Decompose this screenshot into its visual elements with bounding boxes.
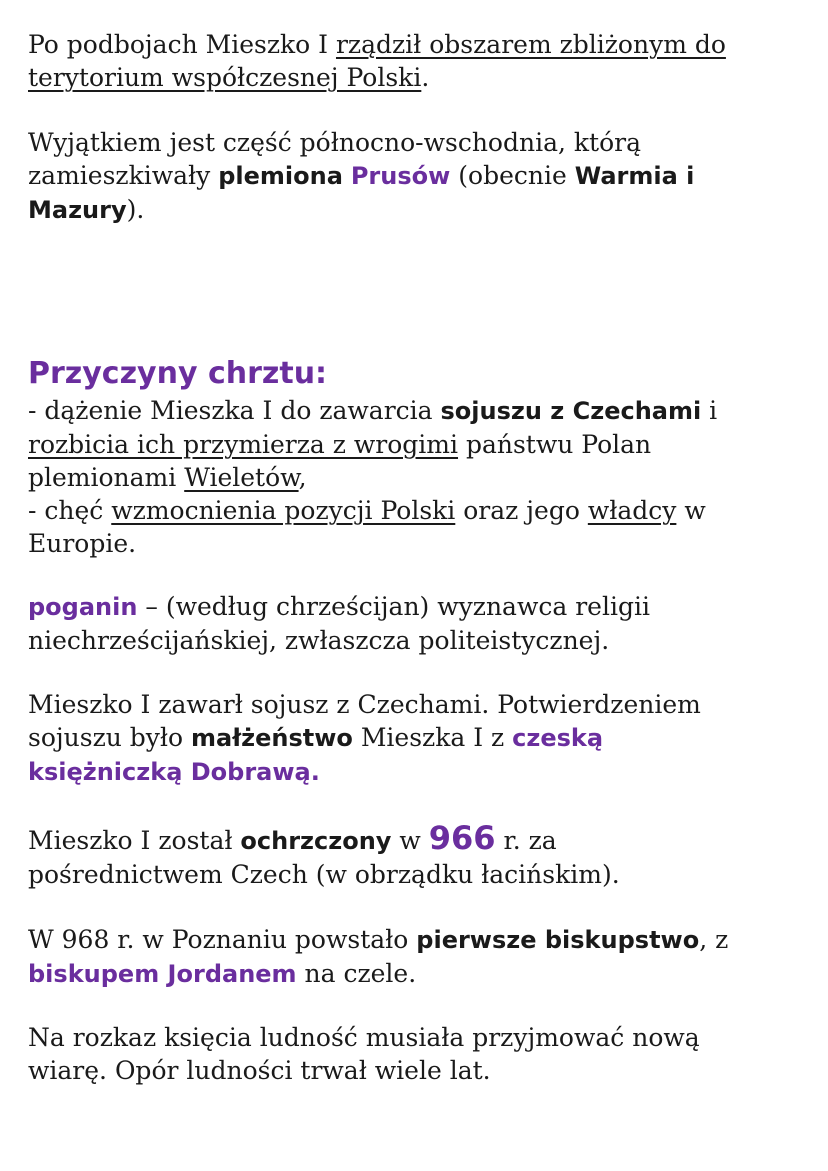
highlight-term: biskupem Jordanem xyxy=(28,960,297,988)
section-heading: Przyczyny chrztu: xyxy=(28,356,328,391)
bold-term: pierwsze biskupstwo xyxy=(416,926,700,954)
highlight-term: księżniczką Dobrawą. xyxy=(28,758,320,786)
highlight-term: Prusów xyxy=(350,162,451,190)
highlight-term: poganin xyxy=(28,593,138,621)
underlined-text: rządził obszarem zbliżonym do xyxy=(335,30,726,59)
paragraph-prussians: Wyjątkiem jest część północno-wschodnia, którą zamieszkiwały plemiona Prusów (obecnie Warmia i Mazury). xyxy=(28,128,695,224)
bold-term: ochrzczony xyxy=(240,827,392,855)
bold-term: sojuszu z Czechami xyxy=(440,397,702,425)
underlined-text: władcy xyxy=(587,496,677,525)
paragraph-alliance: Mieszko I zawarł sojusz z Czechami. Potwierdzeniem sojuszu było małżeństwo Mieszka I z czeską księżniczką Dobrawą. xyxy=(28,690,701,786)
paragraph-bishopric: W 968 r. w Poznaniu powstało pierwsze biskupstwo, z biskupem Jordanem na czele. xyxy=(28,925,729,988)
paragraph-baptism: Mieszko I został ochrzczony w 966 r. za pośrednictwem Czech (w obrządku łacińskim). xyxy=(28,819,620,889)
paragraph-reasons: - dążenie Mieszka I do zawarcia sojuszu z Czechami i rozbicia ich przymierza z wrogimi państwu Polan plemionami Wieletów, - chęć wzmocnienia pozycji Polski oraz jego władcy w Europie. xyxy=(28,396,718,558)
paragraph-definition: poganin – (według chrześcijan) wyznawca religii niechrześcijańskiej, zwłaszcza politeistycznej. xyxy=(28,592,650,655)
bold-term: Warmia i xyxy=(574,162,695,190)
underlined-text: Wieletów xyxy=(184,463,299,492)
underlined-text: rozbicia ich przymierza z wrogimi xyxy=(28,430,459,459)
bold-term: małżeństwo xyxy=(191,724,353,752)
paragraph-conquest: Po podbojach Mieszko I rządził obszarem zbliżonym do terytorium współczesnej Polski. xyxy=(28,30,726,92)
bold-term: plemiona xyxy=(218,162,343,190)
underlined-text: wzmocnienia pozycji Polski xyxy=(111,496,456,525)
highlight-term: czeską xyxy=(512,724,604,752)
underlined-text: terytorium współczesnej Polski xyxy=(28,63,422,92)
bold-term: Mazury xyxy=(28,196,127,224)
highlight-year: 966 xyxy=(428,819,496,857)
paragraph-resistance: Na rozkaz księcia ludność musiała przyjmować nową wiarę. Opór ludności trwał wiele lat. xyxy=(28,1023,700,1085)
